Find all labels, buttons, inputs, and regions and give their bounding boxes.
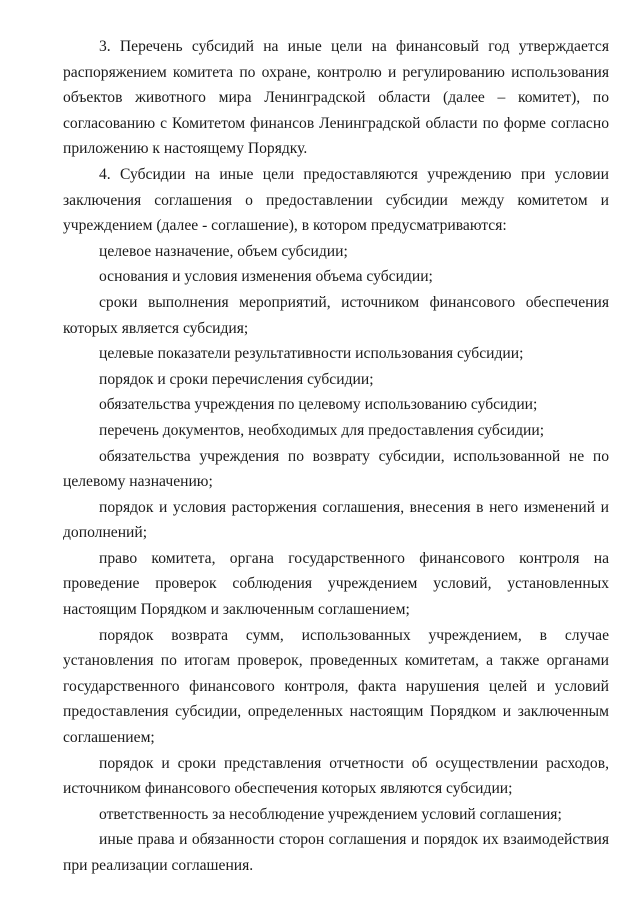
list-item: порядок возврата сумм, использованных учреждением, в случае установления по итогам проверок, проведенных комитетам, а также органами государственного финансового контроля, факта нарушения целей и условий предоставления субсидии, определенных настоящим Порядком и заключенным соглашением; [63, 626, 609, 747]
list-item: обязательства учреждения по целевому использованию субсидии; [99, 396, 538, 414]
paragraph-4: 4. Субсидии на иные цели предоставляются учреждению при условии заключения соглашения о предоставлении субсидии между комитетом и учреждением (далее - соглашение), в котором предусматриваются: [63, 165, 609, 235]
paragraph-3: 3. Перечень субсидий на иные цели на финансовый год утверждается распоряжением комитета по охране, контролю и регулированию использования объектов животного мира Ленинградской области (далее – комитет), по согласованию с Комитетом финансов Ленинградской области по форме согласно приложению к настоящему Порядку. [63, 38, 609, 158]
list-item: целевые показатели результативности использования субсидии; [99, 345, 524, 363]
list-item: основания и условия изменения объема субсидии; [99, 268, 433, 286]
list-item: целевое назначение, объем субсидии; [99, 242, 348, 260]
list-item: порядок и условия расторжения соглашения, внесения в него изменений и дополнений; [63, 498, 609, 542]
list-item: порядок и сроки представления отчетности об осуществлении расходов, источником финансового обеспечения которых являются субсидии; [63, 754, 609, 798]
list-item: перечень документов, необходимых для предоставления субсидии; [99, 421, 545, 439]
document-body [63, 34, 609, 879]
list-item: ответственность за несоблюдение учреждением условий соглашения; [99, 805, 562, 823]
list-item: иные права и обязанности сторон соглашения и порядок их взаимодействия при реализации соглашения. [63, 831, 609, 874]
list-item: обязательства учреждения по возврату субсидии, использованной не по целевому назначению; [63, 447, 609, 491]
list-item: порядок и сроки перечисления субсидии; [99, 370, 374, 388]
list-item: право комитета, органа государственного финансового контроля на проведение проверок соблюдения учреждением условий, установленных настоящим Порядком и заключенным соглашением; [63, 549, 609, 619]
list-item: сроки выполнения мероприятий, источником финансового обеспечения которых является субсидия; [63, 293, 609, 337]
